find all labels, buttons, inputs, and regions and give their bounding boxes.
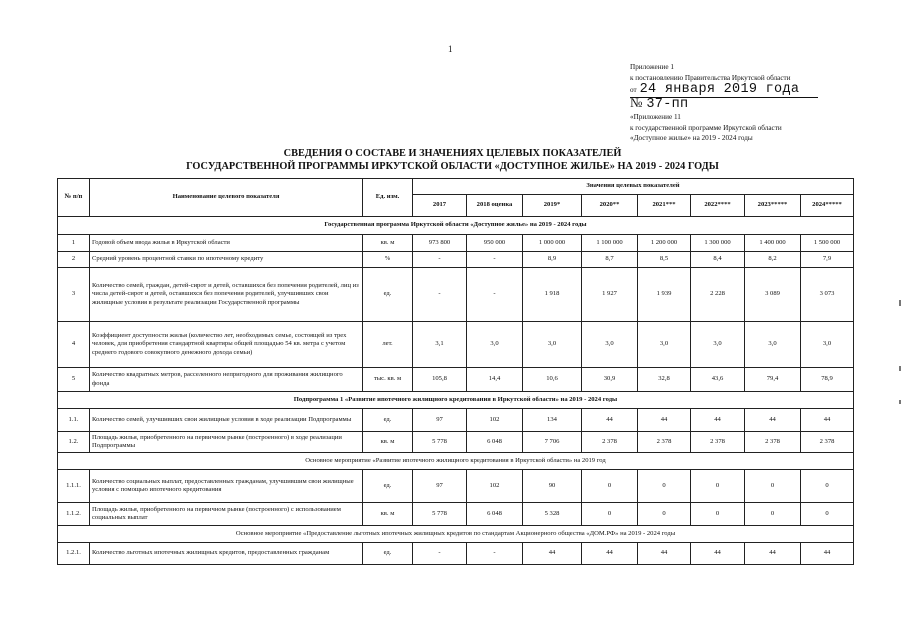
row-num: 2 (58, 252, 90, 268)
row-value: 0 (801, 503, 854, 526)
row-value: 44 (582, 409, 638, 432)
section-title: Подпрограмма 1 «Развитие ипотечного жилищного кредитования в Иркутской области» на 2019 - 2024 годы (58, 392, 854, 409)
row-value: 43,6 (691, 368, 745, 392)
row-name: Количество семей, граждан, детей-сирот и детей, оставшихся без попечения родителей, лиц из числа детей-сирот и детей, оставшихся без попечения родителей, улучшивших свои жилищные условия в результате реализации Государственной программы (90, 268, 363, 322)
row-value: 3,1 (413, 322, 467, 368)
row-value: 1 200 000 (638, 235, 691, 252)
row-value: 8,5 (638, 252, 691, 268)
row-value: 102 (467, 470, 523, 503)
row-value: 1 927 (582, 268, 638, 322)
section-row (58, 217, 854, 235)
row-value: - (413, 543, 467, 565)
annex-line: «Приложение 11 (630, 113, 681, 121)
row-value: 8,9 (523, 252, 582, 268)
row-unit: тыс. кв. м (363, 368, 413, 392)
row-value: 90 (523, 470, 582, 503)
annex-date-value: 24 января 2019 года (639, 82, 800, 97)
row-num: 3 (58, 268, 90, 322)
row-value: 44 (801, 543, 854, 565)
annex-line: «Доступное жилье» на 2019 - 2024 годы (630, 134, 753, 142)
row-value: 44 (801, 409, 854, 432)
row-num: 1.1. (58, 409, 90, 432)
annex-line: к государственной программе Иркутской области (630, 123, 782, 132)
annex-line: к постановлению Правительства Иркутской области (630, 73, 791, 82)
row-value: 14,4 (467, 368, 523, 392)
section-row (58, 392, 854, 409)
page-number: 1 (448, 44, 453, 54)
row-value: - (467, 543, 523, 565)
row-value: - (413, 268, 467, 322)
header-name: Наименование целевого показателя (90, 179, 363, 217)
header-year: 2021*** (638, 195, 691, 217)
row-unit: ед. (363, 409, 413, 432)
row-value: 44 (745, 543, 801, 565)
row-unit: ед. (363, 470, 413, 503)
scan-edge-mark (899, 300, 901, 306)
row-value: 2 228 (691, 268, 745, 322)
row-unit: лет. (363, 322, 413, 368)
row-value: 32,8 (638, 368, 691, 392)
header-year: 2022**** (691, 195, 745, 217)
section-title: Государственная программа Иркутской области «Доступное жилье» на 2019 - 2024 годы (58, 217, 854, 235)
row-value: 0 (691, 503, 745, 526)
section-title: Основное мероприятие «Развитие ипотечного жилищного кредитования в Иркутской области» на 2019 год (58, 453, 854, 470)
row-value: 2 378 (801, 432, 854, 453)
row-value: 0 (638, 503, 691, 526)
document-title-line: СВЕДЕНИЯ О СОСТАВЕ И ЗНАЧЕНИЯХ ЦЕЛЕВЫХ ПОКАЗАТЕЛЕЙ (283, 148, 622, 159)
row-value: 5 328 (523, 503, 582, 526)
row-unit: ед. (363, 268, 413, 322)
row-value: - (413, 252, 467, 268)
row-num: 5 (58, 368, 90, 392)
header-year: 2020** (582, 195, 638, 217)
row-value: 3,0 (691, 322, 745, 368)
row-value: 2 378 (745, 432, 801, 453)
table-row (58, 268, 854, 322)
row-value: 1 500 000 (801, 235, 854, 252)
header-year: 2024***** (801, 195, 854, 217)
row-value: 3 089 (745, 268, 801, 322)
row-value: 1 100 000 (582, 235, 638, 252)
row-value: - (467, 268, 523, 322)
row-value: 0 (745, 503, 801, 526)
row-name: Количество льготных ипотечных жилищных кредитов, предоставленных гражданам (90, 543, 363, 565)
table-row (58, 235, 854, 252)
header-year: 2023***** (745, 195, 801, 217)
row-value: 102 (467, 409, 523, 432)
row-value: 1 000 000 (523, 235, 582, 252)
row-name: Количество социальных выплат, предоставленных гражданам, улучшившим свои жилищные условия с помощью ипотечного кредитования (90, 470, 363, 503)
row-value: 6 048 (467, 432, 523, 453)
row-value: 44 (638, 409, 691, 432)
row-value: 1 400 000 (745, 235, 801, 252)
section-row (58, 453, 854, 470)
row-value: 44 (638, 543, 691, 565)
row-value: 97 (413, 409, 467, 432)
row-num: 1.1.1. (58, 470, 90, 503)
row-value: 0 (745, 470, 801, 503)
header-year: 2017 (413, 195, 467, 217)
row-value: 0 (691, 470, 745, 503)
row-unit: кв. м (363, 432, 413, 453)
annex-date-line (630, 83, 818, 98)
row-value: 3,0 (467, 322, 523, 368)
row-value: 8,2 (745, 252, 801, 268)
row-value: 10,6 (523, 368, 582, 392)
row-num: 1.2.1. (58, 543, 90, 565)
row-value: 44 (523, 543, 582, 565)
row-unit: ед. (363, 543, 413, 565)
annex-line: Приложение 1 (630, 63, 674, 71)
row-value: 105,8 (413, 368, 467, 392)
row-num: 1.2. (58, 432, 90, 453)
row-name: Коэффициент доступности жилья (количество лет, необходимых семье, состоящей из трех человек, для приобретения стандартной квартиры общей площадью 54 кв. метра с учетом среднего годового совокупного денежного дохода семьи) (90, 322, 363, 368)
table-row (58, 543, 854, 565)
row-name: Средний уровень процентной ставки по ипотечному кредиту (90, 252, 363, 268)
annex-number-value: 37-пп (646, 97, 689, 112)
row-value: 5 778 (413, 432, 467, 453)
table-row (58, 368, 854, 392)
document-title-line: ГОСУДАРСТВЕННОЙ ПРОГРАММЫ ИРКУТСКОЙ ОБЛАСТИ «ДОСТУПНОЕ ЖИЛЬЕ» НА 2019 - 2024 ГОДЫ (186, 161, 719, 172)
row-value: 8,7 (582, 252, 638, 268)
indicators-table (57, 178, 854, 565)
row-num: 1.1.2. (58, 503, 90, 526)
row-value: 3,0 (582, 322, 638, 368)
row-value: 1 918 (523, 268, 582, 322)
table-row (58, 432, 854, 453)
row-name: Площадь жилья, приобретенного на первичном рынке (построенного) в ходе реализации Подпрограммы (90, 432, 363, 453)
row-value: 3,0 (638, 322, 691, 368)
row-value: 7,9 (801, 252, 854, 268)
row-value: 0 (582, 470, 638, 503)
row-value: 78,9 (801, 368, 854, 392)
row-value: 44 (582, 543, 638, 565)
annex-block (630, 62, 818, 144)
row-value: 6 048 (467, 503, 523, 526)
row-value: 0 (582, 503, 638, 526)
row-name: Площадь жилья, приобретенного на первичном рынке (построенного) с использованием социальных выплат (90, 503, 363, 526)
row-value: 97 (413, 470, 467, 503)
header-year: 2019* (523, 195, 582, 217)
row-value: 7 706 (523, 432, 582, 453)
row-name: Годовой объем ввода жилья в Иркутской области (90, 235, 363, 252)
scan-edge-mark (899, 400, 901, 404)
section-title: Основное мероприятие «Предоставление льготных ипотечных жилищных кредитов по стандартам Акционерного общества «ДОМ.РФ» на 2019 - 2024 годы (58, 526, 854, 543)
row-value: 79,4 (745, 368, 801, 392)
annex-number-sign: № (630, 95, 643, 110)
row-name: Количество квадратных метров, расселенного непригодного для проживания жилищного фонда (90, 368, 363, 392)
row-value: 0 (801, 470, 854, 503)
row-value: 44 (691, 409, 745, 432)
row-name: Количество семей, улучшивших свои жилищные условия в ходе реализации Подпрограммы (90, 409, 363, 432)
row-num: 4 (58, 322, 90, 368)
row-unit: кв. м (363, 503, 413, 526)
row-value: 3,0 (745, 322, 801, 368)
row-value: 30,9 (582, 368, 638, 392)
annex-number-line (630, 95, 818, 112)
row-value: 950 000 (467, 235, 523, 252)
header-year: 2018 оценка (467, 195, 523, 217)
row-unit: кв. м (363, 235, 413, 252)
row-value: 134 (523, 409, 582, 432)
row-value: 1 939 (638, 268, 691, 322)
row-value: 973 800 (413, 235, 467, 252)
row-num: 1 (58, 235, 90, 252)
header-num: № п/п (58, 179, 90, 217)
table-row (58, 470, 854, 503)
row-value: 44 (745, 409, 801, 432)
row-value: 2 378 (582, 432, 638, 453)
row-value: 8,4 (691, 252, 745, 268)
row-value: 3,0 (801, 322, 854, 368)
row-value: 3 073 (801, 268, 854, 322)
row-value: - (467, 252, 523, 268)
header-values-group: Значения целевых показателей (413, 179, 854, 195)
row-value: 5 778 (413, 503, 467, 526)
header-unit: Ед. изм. (363, 179, 413, 217)
table-row (58, 322, 854, 368)
row-unit: % (363, 252, 413, 268)
table-row (58, 503, 854, 526)
document-title (0, 147, 905, 173)
table-row (58, 409, 854, 432)
section-row (58, 526, 854, 543)
scan-edge-mark (899, 366, 901, 371)
table-row (58, 252, 854, 268)
row-value: 0 (638, 470, 691, 503)
row-value: 3,0 (523, 322, 582, 368)
row-value: 1 300 000 (691, 235, 745, 252)
row-value: 2 378 (638, 432, 691, 453)
row-value: 2 378 (691, 432, 745, 453)
annex-date-prefix: от (630, 86, 637, 94)
table-header-row (58, 179, 854, 195)
row-value: 44 (691, 543, 745, 565)
